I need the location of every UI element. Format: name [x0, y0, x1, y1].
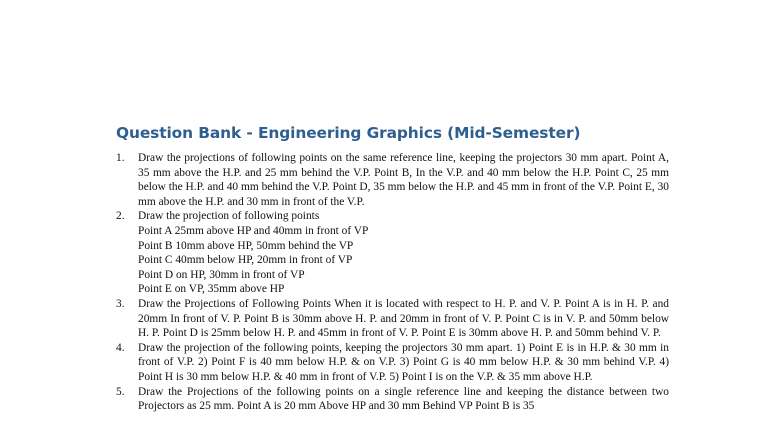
- question-number: 1.: [116, 152, 125, 164]
- point-line: Point A 25mm above HP and 40mm in front of VP: [138, 224, 369, 237]
- point-line: Point C 40mm below HP, 20mm in front of VP: [138, 254, 353, 267]
- question-item: [116, 209, 669, 297]
- question-item: [116, 385, 669, 414]
- question-text: Draw the projection of the following points, keeping the projectors 30 mm apart. 1) Point E is in H.P. & 30 mm in front of V.P. 2) Point F is 40 mm below H.P. & on V.P. 3) Point G is 40 mm below H.P. & 30 mm behind V.P. 4) Point H is 30 mm below H.P. & 40 mm in front of V.P. 5) Point I is on the V.P. & 35 mm above H.P.: [138, 341, 669, 383]
- point-line: Point D on HP, 30mm in front of VP: [138, 268, 305, 281]
- question-text: Draw the Projections of Following Points When it is located with respect to H. P. and V. P. Point A is in H. P. and 20mm In front of V. P. Point B is 30mm above H. P. and 20mm in front of V. P. Point C is in V. P. and 50mm below H. P. Point D is 25mm below H. P. and 45mm in front of V. P. Point E is 30mm above H. P. and 50mm behind V. P.: [138, 297, 669, 340]
- question-item: [116, 341, 669, 385]
- question-item: [116, 297, 669, 341]
- page-title: Question Bank - Engineering Graphics (Mid-Semester): [116, 124, 581, 142]
- question-list: [116, 151, 669, 414]
- question-text: Draw the Projections of the following points on a single reference line and keeping the distance between two Projectors as 25 mm. Point A is 20 mm Above HP and 30 mm Behind VP Point B is 35: [138, 385, 669, 413]
- question-item: [116, 151, 669, 209]
- question-text: Draw the projection of following points: [138, 210, 320, 223]
- question-number: 4.: [116, 341, 125, 354]
- question-text: Draw the projections of following points on the same reference line, keeping the projectors 30 mm apart. Point A, 35 mm above the H.P. and 25 mm behind the V.P. Point B, In the V.P. and 40 mm below the H.P. Point C, 25 mm below the H.P. and 40 mm behind the V.P. Point D, 35 mm below the H.P. and 45 mm in front of the V.P. Point E, 30 mm above the H.P. and 30 mm in front of the V.P.: [138, 152, 669, 208]
- question-number: 2.: [116, 210, 125, 223]
- question-number: 5.: [116, 385, 125, 398]
- question-number: 3.: [116, 297, 125, 310]
- point-line: Point E on VP, 35mm above HP: [138, 283, 285, 296]
- point-line: Point B 10mm above HP, 50mm behind the VP: [138, 239, 354, 252]
